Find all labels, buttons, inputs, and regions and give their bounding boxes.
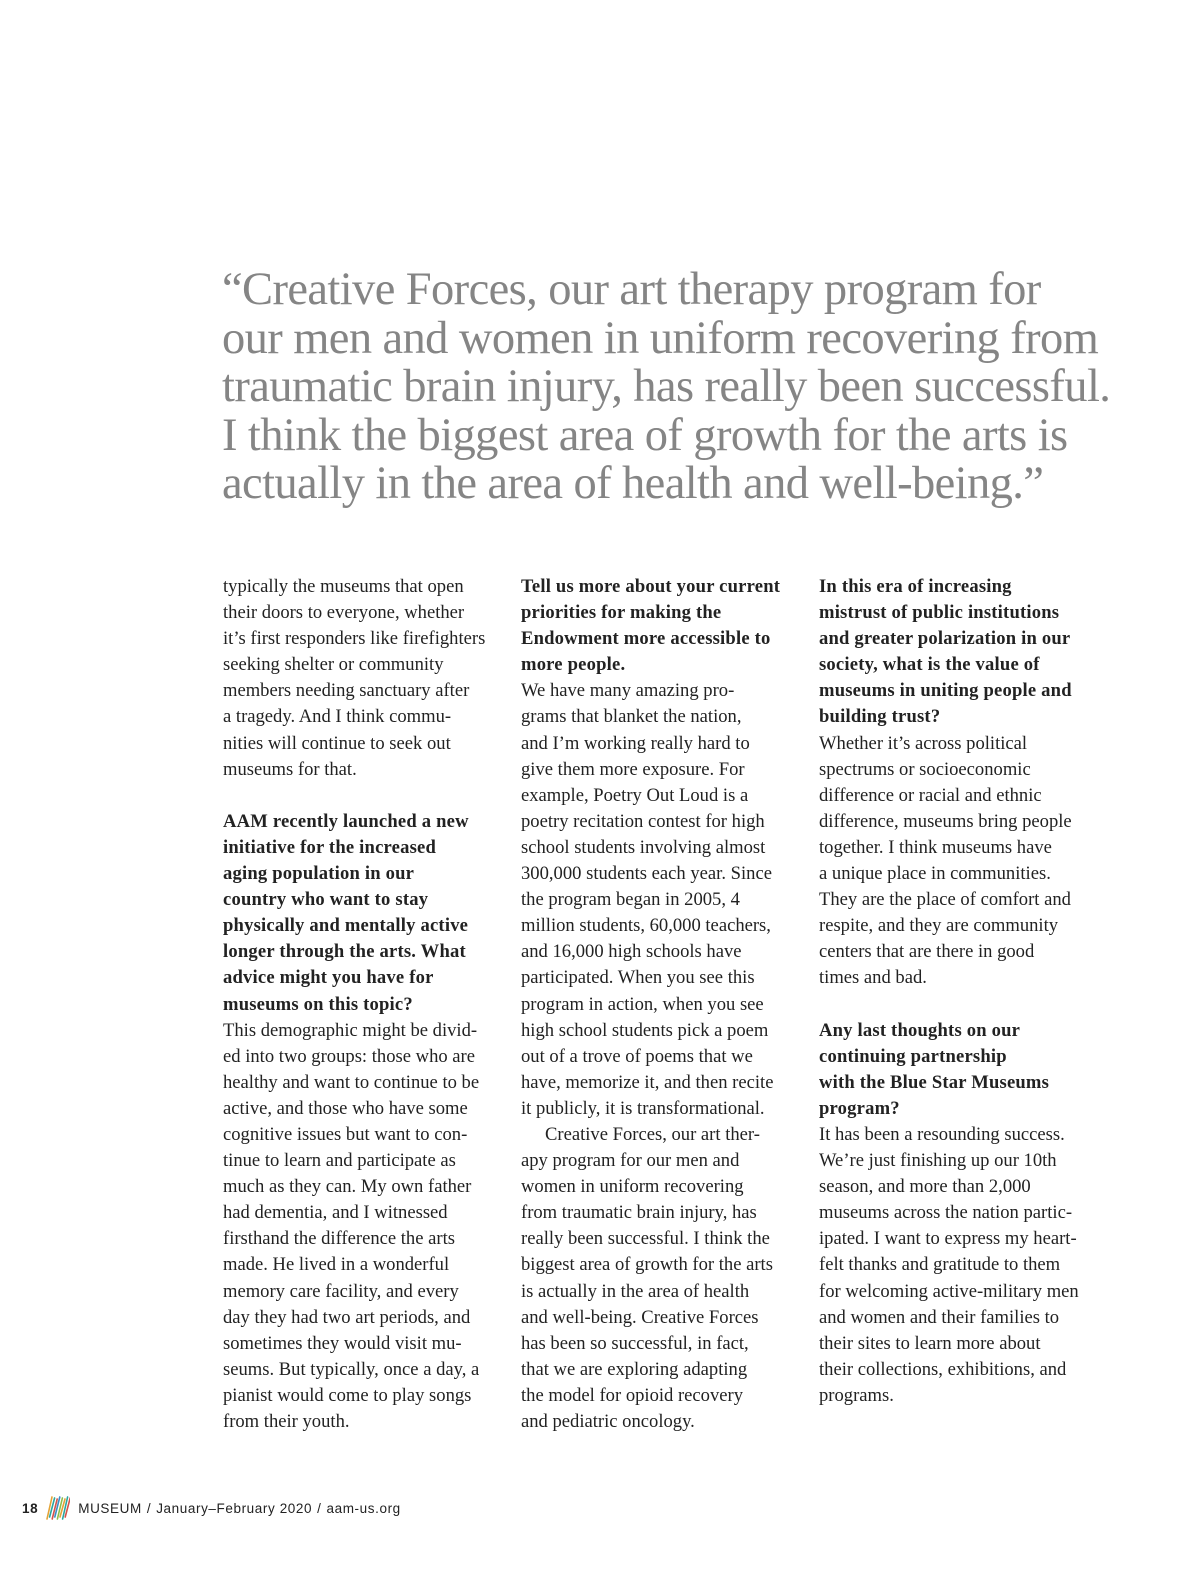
magazine-name: MUSEUM (78, 1500, 142, 1516)
article-column-3 (819, 574, 1101, 1409)
body-text-line: from their youth. (223, 1411, 350, 1432)
body-text-line: the model for opioid recovery (521, 1384, 744, 1406)
pull-quote-line: traumatic brain injury, has really been successful. (222, 361, 1111, 412)
body-text-line: example, Poetry Out Loud is a (521, 784, 749, 806)
page-number: 18 (22, 1500, 39, 1516)
body-text-line: felt thanks and gratitude to them (819, 1254, 1061, 1276)
body-text-line: They are the place of comfort and (819, 889, 1071, 911)
body-text-line: museums for that. (223, 758, 357, 780)
pull-quote (222, 266, 1122, 509)
body-text-line: healthy and want to continue to be (223, 1071, 480, 1093)
body-text-line: and I’m working really hard to (521, 732, 750, 754)
body-text-line: participated. When you see this (521, 967, 755, 989)
body-text-line: has been so successful, in fact, (521, 1332, 749, 1354)
interview-question-line: Any last thoughts on our (819, 1019, 1021, 1041)
body-text-line: a unique place in communities. (819, 863, 1051, 885)
interview-question-line: museums on this topic? (223, 993, 413, 1015)
body-text-line: and pediatric oncology. (521, 1411, 695, 1432)
body-text-line: centers that are there in good (819, 941, 1035, 963)
interview-question-line: building trust? (819, 706, 941, 728)
pull-quote-line: actually in the area of health and well-being.” (222, 458, 1044, 509)
interview-question-line: initiative for the increased (223, 836, 437, 858)
body-text-line: their sites to learn more about (819, 1332, 1041, 1354)
body-text-line: firsthand the difference the arts (223, 1228, 455, 1250)
interview-question-line: more people. (521, 654, 626, 676)
body-text-line: program in action, when you see (521, 993, 764, 1015)
issue-date: January–February 2020 (156, 1500, 313, 1516)
pull-quote-line: “Creative Forces, our art therapy program for (222, 264, 1041, 315)
body-text-line: sometimes they would visit mu- (223, 1332, 462, 1354)
interview-question-line: with the Blue Star Museums (819, 1071, 1050, 1093)
body-text-line: This demographic might be divid- (223, 1019, 478, 1041)
body-text-line: cognitive issues but want to con- (223, 1123, 468, 1145)
pull-quote-line: I think the biggest area of growth for the arts is (222, 409, 1068, 461)
body-text-line: much as they can. My own father (223, 1176, 472, 1198)
body-text-line: spectrums or socioeconomic (819, 758, 1031, 780)
body-text-line: have, memorize it, and then recite (521, 1071, 774, 1093)
body-text-line: and women and their families to (819, 1306, 1060, 1328)
interview-question-line: country who want to stay (223, 889, 429, 911)
body-text-line: day they had two art periods, and (223, 1306, 471, 1328)
body-text-line: is actually in the area of health (521, 1280, 750, 1302)
body-text-line: Whether it’s across political (819, 732, 1028, 754)
body-text-line: season, and more than 2,000 (819, 1176, 1031, 1198)
body-text-line: it’s first responders like firefighters (223, 628, 486, 650)
body-text-line: nities will continue to seek out (223, 732, 451, 754)
body-text-line: give them more exposure. For (521, 758, 745, 780)
page-footer (22, 1495, 401, 1521)
body-text-line: school students involving almost (521, 836, 766, 858)
body-text-line: that we are exploring adapting (521, 1358, 748, 1380)
body-text-line: seeking shelter or community (223, 654, 444, 676)
body-text-line: seums. But typically, once a day, a (223, 1358, 480, 1380)
interview-question-line: In this era of increasing (819, 576, 1012, 597)
body-text-line: We’re just finishing up our 10th (819, 1150, 1057, 1172)
body-text-line: their collections, exhibitions, and (819, 1358, 1067, 1380)
body-text-line: difference or racial and ethnic (819, 784, 1042, 806)
body-text-line: pianist would come to play songs (223, 1384, 472, 1406)
body-text-line: museums across the nation partic- (819, 1202, 1073, 1224)
paragraph-spacer (223, 783, 505, 809)
paragraph-spacer (819, 992, 1101, 1018)
body-text-line: it publicly, it is transformational. (521, 1097, 765, 1119)
website-link[interactable]: aam-us.org (326, 1500, 401, 1516)
body-text-line: for welcoming active-military men (819, 1280, 1079, 1302)
body-text-line: Creative Forces, our art ther- (545, 1123, 760, 1145)
interview-question-line: priorities for making the (521, 602, 722, 624)
body-text-line: respite, and they are community (819, 915, 1059, 937)
interview-question-line: continuing partnership (819, 1045, 1007, 1067)
body-text-line: biggest area of growth for the arts (521, 1254, 773, 1276)
body-text-line: had dementia, and I witnessed (223, 1202, 448, 1224)
pull-quote-line: our men and women in uniform recovering from (222, 312, 1099, 364)
body-text-line: tinue to learn and participate as (223, 1150, 456, 1172)
interview-question-line: Tell us more about your current (521, 576, 781, 597)
interview-question-line: and greater polarization in our (819, 628, 1071, 650)
body-text-line: It has been a resounding success. (819, 1123, 1065, 1145)
body-text-line: members needing sanctuary after (223, 680, 470, 702)
aam-stripes-logo-icon (46, 1495, 70, 1521)
body-text-line: programs. (819, 1384, 894, 1406)
interview-question-line: longer through the arts. What (223, 941, 466, 963)
body-text-line: made. He lived in a wonderful (223, 1254, 450, 1276)
interview-question-line: program? (819, 1097, 900, 1119)
body-text-line: really been successful. I think the (521, 1228, 770, 1250)
body-text-line: and 16,000 high schools have (521, 941, 742, 963)
interview-question-line: AAM recently launched a new (223, 810, 469, 832)
body-text-line: from traumatic brain injury, has (521, 1202, 757, 1224)
body-text-line: memory care facility, and every (223, 1280, 459, 1302)
body-text-line: the program began in 2005, 4 (521, 889, 740, 911)
interview-question-line: museums in uniting people and (819, 680, 1072, 702)
interview-question-line: society, what is the value of (819, 654, 1040, 676)
interview-question-line: physically and mentally active (223, 915, 469, 937)
body-text-line: We have many amazing pro- (521, 680, 735, 702)
body-text-line: active, and those who have some (223, 1097, 468, 1119)
body-text-line: poetry recitation contest for high (521, 810, 765, 832)
article-column-2 (521, 574, 803, 1435)
body-text-line: out of a trove of poems that we (521, 1045, 753, 1067)
body-text-line: million students, 60,000 teachers, (521, 915, 771, 937)
body-text-line: ed into two groups: those who are (223, 1045, 476, 1067)
body-text-line: 300,000 students each year. Since (521, 863, 772, 885)
body-text-line: apy program for our men and (521, 1150, 740, 1172)
body-text-line: typically the museums that open (223, 576, 464, 597)
body-text-line: and well-being. Creative Forces (521, 1306, 759, 1328)
body-text-line: times and bad. (819, 967, 927, 989)
interview-question-line: aging population in our (223, 863, 415, 885)
article-column-1 (223, 574, 505, 1435)
body-text-line: their doors to everyone, whether (223, 602, 465, 624)
body-text-line: difference, museums bring people (819, 810, 1072, 832)
interview-question-line: advice might you have for (223, 967, 434, 989)
body-text-line: ipated. I want to express my heart- (819, 1228, 1077, 1250)
body-text-line: grams that blanket the nation, (521, 706, 742, 728)
body-text-line: a tragedy. And I think commu- (223, 706, 452, 728)
footer-separator: / (317, 1500, 322, 1516)
body-text-line: together. I think museums have (819, 836, 1052, 858)
footer-separator: / (146, 1500, 152, 1516)
interview-question-line: mistrust of public institutions (819, 602, 1060, 624)
body-text-line: women in uniform recovering (521, 1176, 744, 1198)
interview-question-line: Endowment more accessible to (521, 628, 771, 650)
body-text-line: high school students pick a poem (521, 1019, 769, 1041)
